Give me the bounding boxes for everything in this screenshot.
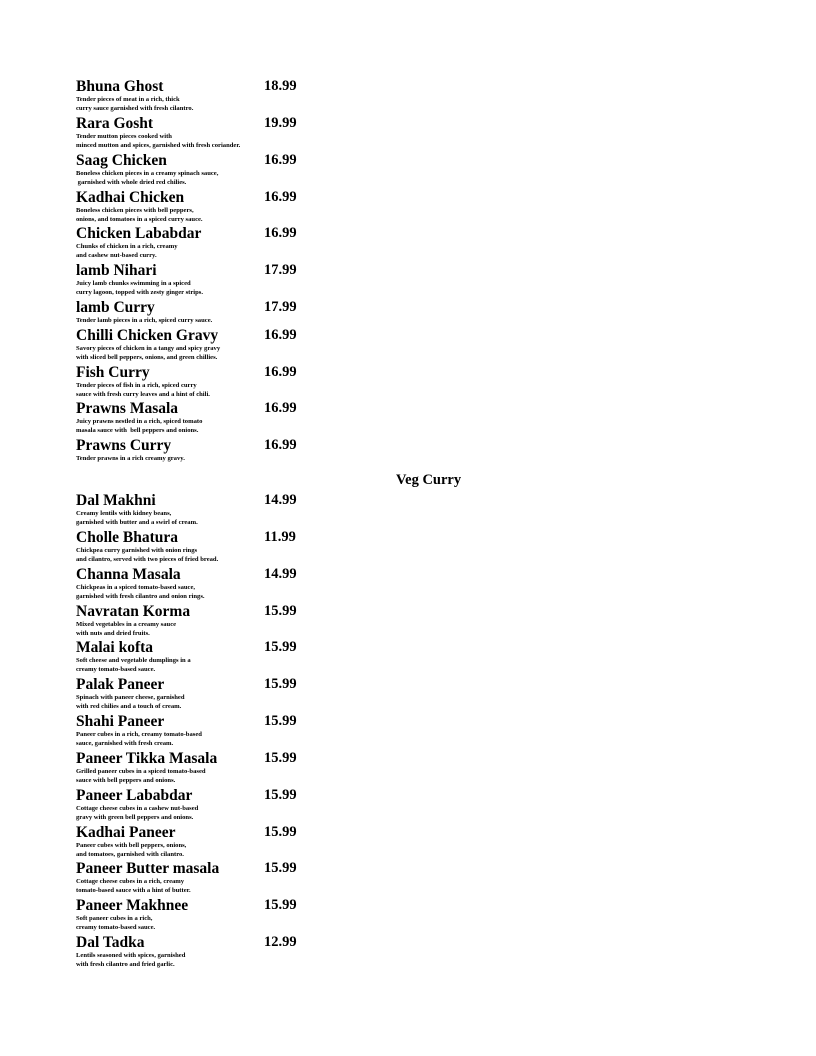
menu-item-description: Tender pieces of meat in a rich, thick curry sauce garnished with fresh cilantro. <box>76 96 194 112</box>
menu-item-description: Mixed vegetables in a creamy sauce with nuts and dried fruits. <box>76 620 177 637</box>
menu-item <box>76 492 336 529</box>
menu-item-name: Saag Chicken <box>76 151 167 169</box>
menu-item-price: 15.99 <box>264 823 297 840</box>
menu-item-description: Boneless chicken pieces in a creamy spinach sauce, garnished with whole dried red chilies. <box>76 169 219 186</box>
menu-item <box>76 262 336 299</box>
menu-item-price: 16.99 <box>264 326 297 343</box>
section-title-veg-curry: Veg Curry <box>396 472 462 488</box>
menu-item-name: Rara Gosht <box>76 114 154 132</box>
menu-item-name: Dal Makhni <box>76 492 156 509</box>
menu-item <box>76 152 336 189</box>
menu-item <box>76 327 336 364</box>
menu-item-price: 16.99 <box>264 400 297 417</box>
menu-item <box>76 713 336 750</box>
menu-item-price: 16.99 <box>264 151 297 168</box>
menu-item-name: Cholle Bhatura <box>76 528 179 546</box>
menu-item <box>76 225 336 262</box>
menu-item-description: Chunks of chicken in a rich, creamy and cashew nut-based curry. <box>76 243 178 260</box>
menu-item-description: Boneless chicken pieces with bell peppers, onions, and tomatoes in a spiced curry sauce. <box>76 206 203 223</box>
menu-item-price: 15.99 <box>264 786 297 803</box>
menu-item-price: 16.99 <box>264 437 297 454</box>
menu-item-name: Palak Paneer <box>76 676 165 694</box>
menu-item-name: Paneer Butter masala <box>76 860 220 878</box>
menu-item-description: Juicy prawns nestled in a rich, spiced tomato masala sauce with bell peppers and onions. <box>76 418 203 435</box>
menu-item-price: 15.99 <box>264 713 297 730</box>
menu-item-name: lamb Curry <box>76 299 155 317</box>
menu-item-price: 15.99 <box>264 676 297 693</box>
menu-item <box>76 639 336 676</box>
menu-item-name: Kadhai Paneer <box>76 823 176 841</box>
menu-item-price: 16.99 <box>264 225 297 242</box>
menu-item <box>76 603 336 640</box>
menu-item-description: Cottage cheese cubes in a cashew nut-based gravy with green bell peppers and onions. <box>76 804 199 821</box>
menu-item-description: Soft cheese and vegetable dumplings in a creamy tomato-based sauce. <box>76 657 191 674</box>
menu-item-name: Paneer Lababdar <box>76 786 193 804</box>
menu-item-name: Kadhai Chicken <box>76 188 185 206</box>
menu-item-name: Chicken Lababdar <box>76 225 202 243</box>
menu-item-price: 14.99 <box>264 565 297 582</box>
menu-item-description: Tender prawns in a rich creamy gravy. <box>76 455 185 463</box>
menu-item-price: 16.99 <box>264 363 297 380</box>
menu-item-price: 15.99 <box>264 639 297 656</box>
menu-item-price: 15.99 <box>264 897 297 914</box>
menu-item-description: Paneer cubes in a rich, creamy tomato-based sauce, garnished with fresh cream. <box>76 731 202 748</box>
veg-curry-section <box>76 492 336 971</box>
menu-item <box>76 364 336 401</box>
menu-item <box>76 78 336 115</box>
menu-item-name: Fish Curry <box>76 363 150 381</box>
menu-item-description: Lentils seasoned with spices, garnished with fresh cilantro and fried garlic. <box>76 952 186 969</box>
menu-item-description: Juicy lamb chunks swimming in a spiced curry lagoon, topped with zesty ginger strips. <box>76 280 203 297</box>
menu-item-description: Cottage cheese cubes in a rich, creamy tomato-based sauce with a hint of butter. <box>76 878 191 895</box>
menu-item-price: 17.99 <box>264 262 297 279</box>
menu-item-price: 15.99 <box>264 860 297 877</box>
menu-item-name: Malai kofta <box>76 639 154 657</box>
menu-item-price: 14.99 <box>264 492 297 508</box>
menu-item-name: Channa Masala <box>76 565 181 583</box>
menu-item-name: Prawns Curry <box>76 437 172 455</box>
menu-item-price: 19.99 <box>264 114 297 131</box>
menu-item-name: Prawns Masala <box>76 400 179 418</box>
menu-item-price: 16.99 <box>264 188 297 205</box>
menu-item-description: Creamy lentils with kidney beans, garnished with butter and a swirl of cream. <box>76 510 198 526</box>
menu-item <box>76 676 336 713</box>
menu-item <box>76 529 336 566</box>
menu-item-price: 15.99 <box>264 749 297 766</box>
menu-item-description: Paneer cubes with bell peppers, onions, and tomatoes, garnished with cilantro. <box>76 841 187 858</box>
menu-item-name: Paneer Tikka Masala <box>76 749 218 767</box>
menu-item <box>76 824 336 861</box>
menu-item-name: Navratan Korma <box>76 602 191 620</box>
menu-item <box>76 299 336 327</box>
menu-item-description: Chickpeas in a spiced tomato-based sauce, garnished with fresh cilantro and onion rings. <box>76 583 205 600</box>
menu-item-description: Spinach with paneer cheese, garnished with red chilies and a touch of cream. <box>76 694 185 711</box>
menu-item <box>76 189 336 226</box>
menu-item-name: Dal Tadka <box>76 934 145 952</box>
menu-item-description: Tender lamb pieces in a rich, spiced curry sauce. <box>76 317 213 325</box>
menu-item-price: 15.99 <box>264 602 297 619</box>
menu-item-description: Tender pieces of fish in a rich, spiced curry sauce with fresh curry leaves and a hint of chili. <box>76 381 210 398</box>
menu-item-price: 17.99 <box>264 299 297 316</box>
menu-item-price: 12.99 <box>264 934 297 951</box>
menu-item <box>76 566 336 603</box>
menu-item-price: 18.99 <box>264 78 297 94</box>
menu-item-description: Savory pieces of chicken in a tangy and spicy gravy with sliced bell peppers, onions, and green chillies. <box>76 344 221 361</box>
menu-item-name: Paneer Makhnee <box>76 897 189 915</box>
menu-item <box>76 860 336 897</box>
menu-item <box>76 897 336 934</box>
menu-item-description: Grilled paneer cubes in a spiced tomato-based sauce with bell peppers and onions. <box>76 767 206 784</box>
menu-item-name: Bhuna Ghost <box>76 78 164 95</box>
menu-item-description: Soft paneer cubes in a rich, creamy tomato-based sauce. <box>76 915 156 932</box>
menu-item <box>76 934 336 971</box>
menu-item-name: lamb Nihari <box>76 262 157 280</box>
menu-item <box>76 437 336 474</box>
menu-item <box>76 400 336 437</box>
menu-item <box>76 115 336 152</box>
menu-item-name: Chilli Chicken Gravy <box>76 326 219 344</box>
menu-item <box>76 787 336 824</box>
menu-item-description: Tender mutton pieces cooked with minced mutton and spices, garnished with fresh coriander. <box>76 132 241 149</box>
non-veg-curry-section <box>76 78 336 474</box>
menu-item-name: Shahi Paneer <box>76 713 165 731</box>
menu-item-price: 11.99 <box>264 528 296 545</box>
menu-item-description: Chickpea curry garnished with onion rings and cilantro, served with two pieces of fried bread. <box>76 546 219 563</box>
menu-item <box>76 750 336 787</box>
